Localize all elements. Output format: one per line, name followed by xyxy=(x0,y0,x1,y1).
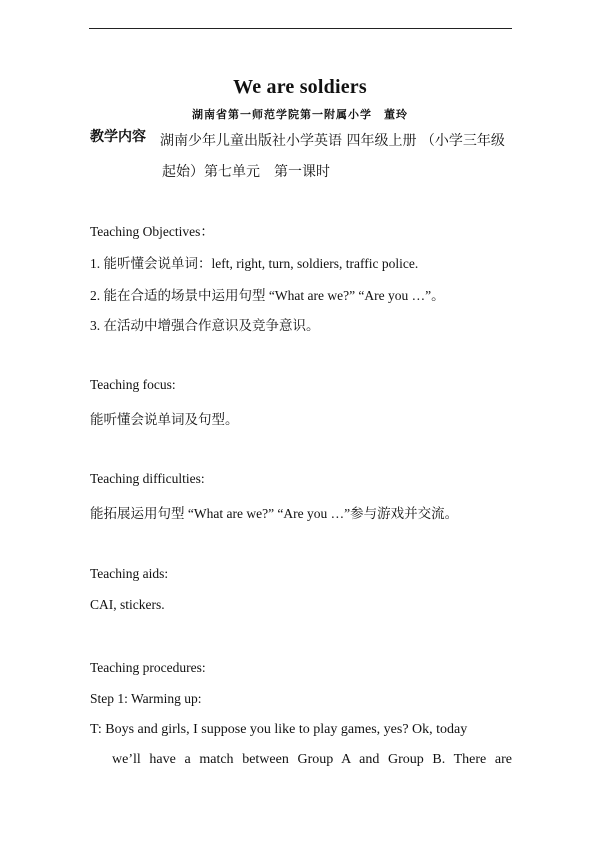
objective-text-zh: 在活动中增强合作意识及竞争意识。 xyxy=(103,318,320,334)
dialogue-line-1: T: Boys and girls, I suppose you like to play games, yes? Ok, today xyxy=(90,722,468,737)
content-label: 教学内容 xyxy=(90,129,146,145)
difficulties-text-zh: 能拓展运用句型 xyxy=(90,506,185,522)
teacher-dialogue xyxy=(90,715,512,775)
lesson-title: We are soldiers xyxy=(233,76,367,98)
objective-item-3 xyxy=(90,314,320,334)
aids-text: CAI, stickers. xyxy=(90,597,165,612)
focus-text: 能听懂会说单词及句型。 xyxy=(90,412,239,428)
objective-text-tail: 。 xyxy=(431,288,445,304)
objective-text-zh: 能在合适的场景中运用句型 xyxy=(103,288,266,304)
content-text xyxy=(160,126,520,188)
objective-number: 2. xyxy=(90,288,101,303)
objective-item-2 xyxy=(90,284,445,304)
objectives-heading: Teaching Objectives： xyxy=(90,224,214,239)
difficulties-text-zh-tail: 参与游戏并交流。 xyxy=(350,506,459,522)
aids-heading: Teaching aids: xyxy=(90,566,169,581)
difficulties-text xyxy=(90,502,458,522)
procedures-heading: Teaching procedures: xyxy=(90,660,206,675)
objective-number: 3. xyxy=(90,318,101,333)
content-line-2: 起始）第七单元 第一课时 xyxy=(162,164,330,180)
dialogue-line-2: we’ll have a match between Group A and Group B. There are xyxy=(112,752,512,767)
step-1-heading: Step 1: Warming up: xyxy=(90,691,202,706)
focus-heading: Teaching focus: xyxy=(90,377,176,392)
objective-item-1 xyxy=(90,252,418,272)
objective-number: 1. xyxy=(90,256,101,271)
objective-text-en: “What are we?” “Are you …” xyxy=(265,288,432,303)
difficulties-text-en: “What are we?” “Are you …” xyxy=(184,506,351,521)
author-line: 湖南省第一师范学院第一附属小学 董玲 xyxy=(192,108,408,121)
difficulties-heading: Teaching difficulties: xyxy=(90,471,205,486)
header-rule xyxy=(89,28,512,29)
content-line-1: 湖南少年儿童出版社小学英语 四年级上册 （小学三年级 xyxy=(160,133,505,149)
objective-text-zh: 能听懂会说单词： xyxy=(103,256,212,272)
objective-text-en: left, right, turn, soldiers, traffic police. xyxy=(211,256,419,271)
